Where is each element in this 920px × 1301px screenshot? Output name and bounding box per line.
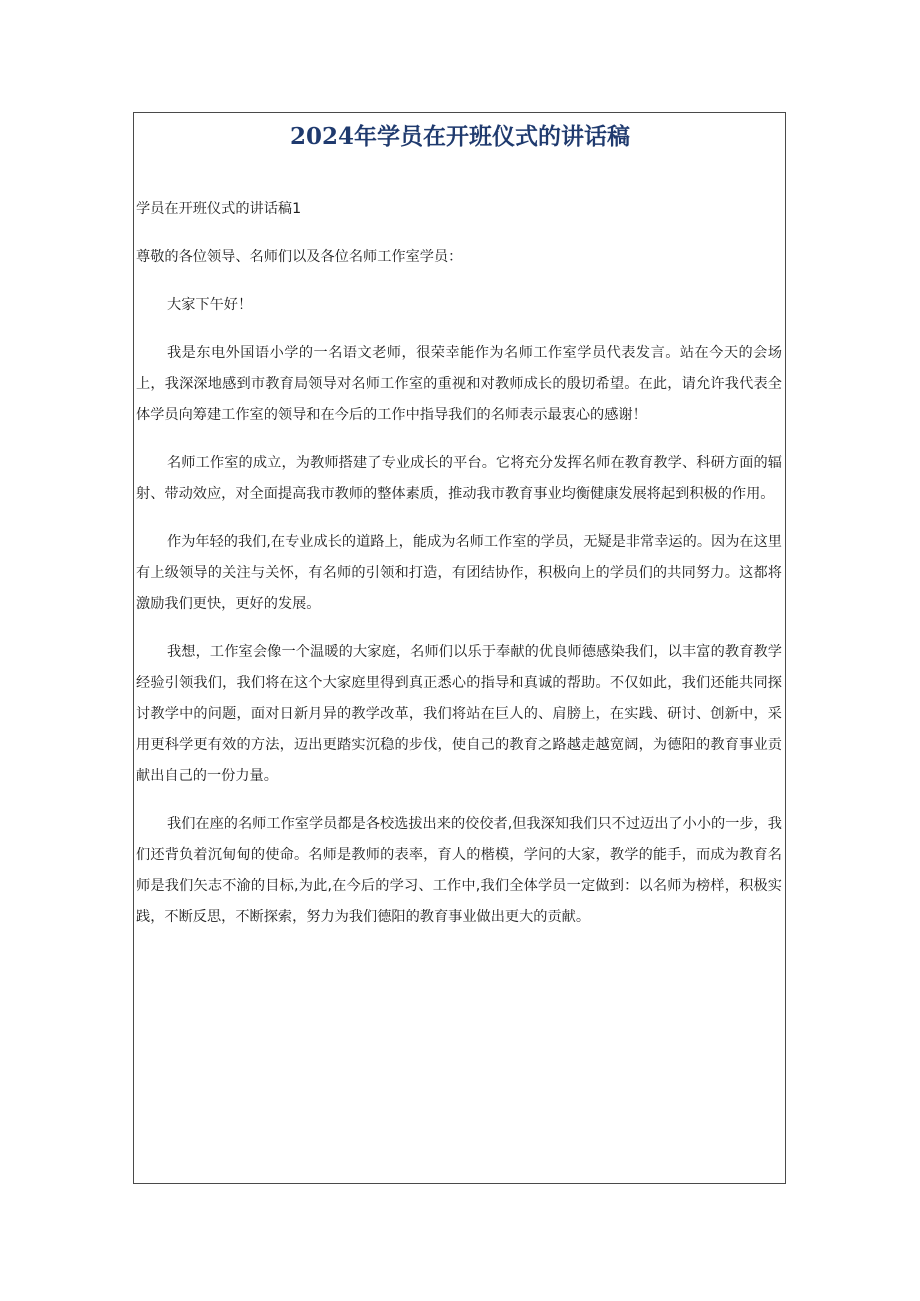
speech-subtitle: 学员在开班仪式的讲话稿1 [136, 201, 302, 217]
paragraph-1: 我是东电外国语小学的一名语文老师，很荣幸能作为名师工作室学员代表发言。站在今天的会场上，我深深地感到市教育局领导对名师工作室的重视和对教师成长的殷切希望。在此，请允许我代表全体学员向筹建工作室的领导和在今后的工作中指导我们的名师表示最衷心的感谢！ [136, 345, 782, 423]
document-title: 2024年学员在开班仪式的讲话稿 [289, 123, 630, 150]
document-body [136, 194, 782, 950]
paragraph-2: 名师工作室的成立，为教师搭建了专业成长的平台。它将充分发挥名师在教育教学、科研方面的辐射、带动效应，对全面提高我市教师的整体素质，推动我市教育事业均衡健康发展将起到积极的作用。 [136, 455, 782, 502]
paragraph-5: 我们在座的名师工作室学员都是各校选拔出来的佼佼者,但我深知我们只不过迈出了小小的一步，我们还背负着沉甸甸的使命。名师是教师的表率，育人的楷模，学问的大家，教学的能手，而成为教育名师是我们矢志不渝的目标,为此,在今后的学习、工作中,我们全体学员一定做到：以名师为榜样，积极实践，不断反思，不断探索，努力为我们德阳的教育事业做出更大的贡献。 [136, 816, 782, 925]
paragraph-3: 作为年轻的我们,在专业成长的道路上，能成为名师工作室的学员，无疑是非常幸运的。因为在这里有上级领导的关注与关怀，有名师的引领和打造，有团结协作，积极向上的学员们的共同努力。这都将激励我们更快，更好的发展。 [136, 534, 782, 612]
salutation: 尊敬的各位领导、名师们以及各位名师工作室学员： [136, 249, 463, 265]
paragraph-4: 我想，工作室会像一个温暖的大家庭，名师们以乐于奉献的优良师德感染我们，以丰富的教育教学经验引领我们，我们将在这个大家庭里得到真正悉心的指导和真诚的帮助。不仅如此，我们还能共同探讨教学中的问题，面对日新月异的教学改革，我们将站在巨人的、肩膀上，在实践、研讨、创新中，采用更科学更有效的方法，迈出更踏实沉稳的步伐，使自己的教育之路越走越宽阔，为德阳的教育事业贡献出自己的一份力量。 [136, 644, 782, 784]
greeting: 大家下午好！ [167, 297, 253, 313]
